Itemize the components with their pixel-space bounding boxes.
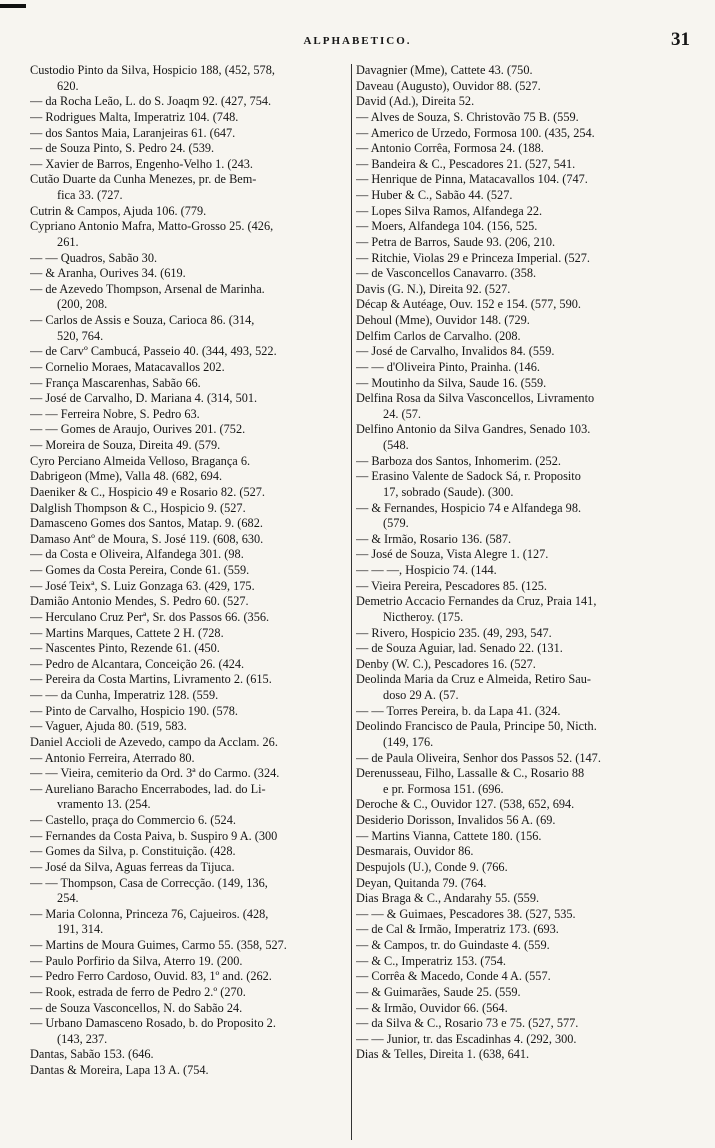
directory-line: — Ritchie, Violas 29 e Princeza Imperial. (527.	[356, 250, 590, 265]
directory-line: Custodio Pinto da Silva, Hospicio 188, (452, 578,	[30, 63, 275, 77]
directory-line: 24. (57.	[383, 406, 421, 421]
directory-line: — Rook, estrada de ferro de Pedro 2.º (270.	[30, 984, 246, 999]
directory-line: — Cornelio Moraes, Matacavallos 202.	[30, 359, 225, 374]
right-column	[356, 63, 695, 1063]
directory-line: — da Costa e Oliveira, Alfandega 301. (98.	[30, 547, 244, 562]
directory-line: — — Torres Pereira, b. da Lapa 41. (324.	[356, 703, 561, 718]
directory-line: — Petra de Barros, Saude 93. (206, 210.	[356, 234, 556, 249]
directory-line: 620.	[57, 78, 79, 93]
directory-line: 261.	[57, 234, 79, 249]
directory-line: vramento 13. (254.	[57, 797, 151, 812]
directory-line: (149, 176.	[383, 734, 434, 749]
directory-line: — Nascentes Pinto, Rezende 61. (450.	[30, 641, 220, 656]
directory-line: — Antonio Ferreira, Aterrado 80.	[30, 750, 195, 765]
directory-line: — de Souza Pinto, S. Pedro 24. (539.	[30, 141, 215, 156]
directory-line: — Rivero, Hospicio 235. (49, 293, 547.	[356, 625, 552, 640]
directory-line: — Herculano Cruz Perª, Sr. dos Passos 66. (356.	[30, 609, 270, 624]
directory-line: Despujols (U.), Conde 9. (766.	[356, 859, 508, 874]
directory-line: 191, 314.	[57, 922, 104, 937]
directory-line: — José da Silva, Aguas ferreas da Tijuca.	[30, 859, 235, 874]
directory-line: fica 33. (727.	[57, 188, 123, 202]
directory-line: Cypriano Antonio Mafra, Matto-Grosso 25. (426,	[30, 219, 274, 234]
directory-line: — de Carvº Cambucá, Passeio 40. (344, 493, 522.	[30, 344, 277, 359]
directory-line: — de Vasconcellos Canavarro. (358.	[356, 266, 537, 281]
directory-line: 254.	[57, 891, 79, 906]
directory-line: — — da Cunha, Imperatriz 128. (559.	[30, 688, 219, 702]
directory-line: — Moreira de Souza, Direita 49. (579.	[30, 438, 221, 452]
directory-line: — Xavier de Barros, Engenho-Velho 1. (243.	[30, 156, 253, 171]
directory-line: — Moutinho da Silva, Saude 16. (559.	[356, 375, 547, 390]
directory-line: — Pedro de Alcantara, Conceição 26. (424.	[30, 656, 245, 671]
directory-line: Nictheroy. (175.	[383, 609, 464, 624]
directory-line: David (Ad.), Direita 52.	[356, 94, 475, 109]
directory-line: 17, sobrado (Saude). (300.	[383, 484, 514, 499]
directory-line: — Vaguer, Ajuda 80. (519, 583.	[30, 719, 187, 734]
directory-line: Cutrin & Campos, Ajuda 106. (779.	[30, 203, 207, 218]
directory-line: Dalglish Thompson & C., Hospicio 9. (527.	[30, 500, 246, 515]
directory-line: — — & Guimaes, Pescadores 38. (527, 535.	[356, 906, 576, 921]
directory-line: 520, 764.	[57, 328, 104, 343]
directory-line: — & Campos, tr. do Guindaste 4. (559.	[356, 938, 550, 952]
directory-line: — — —, Hospicio 74. (144.	[356, 563, 497, 577]
directory-line: — — Gomes de Araujo, Ourives 201. (752.	[30, 422, 246, 437]
directory-line: Dias & Telles, Direita 1. (638, 641.	[356, 1047, 530, 1062]
directory-line: — — Vieira, cemiterio da Ord. 3ª do Carmo. (324.	[30, 766, 280, 781]
directory-line: — Moers, Alfandega 104. (156, 525.	[356, 219, 538, 234]
directory-line: — Gomes da Silva, p. Constituição. (428.	[30, 844, 236, 859]
directory-line: Dias Braga & C., Andarahy 55. (559.	[356, 891, 540, 906]
directory-line: — Huber & C., Sabão 44. (527.	[356, 188, 513, 202]
page-number: 31	[671, 29, 690, 50]
directory-line: — Paulo Porfirio da Silva, Aterro 19. (200.	[30, 953, 243, 968]
directory-line: — — d'Oliveira Pinto, Prainha. (146.	[356, 359, 540, 374]
directory-line: — dos Santos Maia, Laranjeiras 61. (647.	[30, 125, 236, 140]
directory-line: (579.	[383, 516, 409, 531]
page-header	[0, 29, 715, 53]
directory-line: — Castello, praça do Commercio 6. (524.	[30, 813, 236, 827]
directory-line: — — Junior, tr. das Escadinhas 4. (292, 300.	[356, 1031, 577, 1046]
scan-edge-mark	[0, 4, 26, 8]
directory-line: — da Rocha Leão, L. do S. Joaqm 92. (427, 754.	[30, 94, 272, 109]
directory-line: Décap & Autéage, Ouv. 152 e 154. (577, 590.	[356, 297, 581, 312]
directory-line: — França Mascarenhas, Sabão 66.	[30, 375, 201, 390]
directory-line: Daniel Accioli de Azevedo, campo da Acclam. 26.	[30, 734, 278, 749]
directory-line: Denby (W. C.), Pescadores 16. (527.	[356, 656, 536, 671]
directory-line: Deroche & C., Ouvidor 127. (538, 652, 694.	[356, 797, 575, 812]
directory-line: Deyan, Quitanda 79. (764.	[356, 875, 487, 890]
directory-line: — de Souza Aguiar, lad. Senado 22. (131.	[356, 641, 563, 656]
left-column	[30, 63, 350, 1079]
directory-line: doso 29 A. (57.	[383, 688, 459, 702]
directory-line: — Martins Marques, Cattete 2 H. (728.	[30, 625, 224, 640]
directory-line: Damaso Antº de Moura, S. José 119. (608, 630.	[30, 531, 264, 546]
directory-line: — Urbano Damasceno Rosado, b. do Proposito 2.	[30, 1016, 276, 1031]
directory-line: Desiderio Dorisson, Invalidos 56 A. (69.	[356, 813, 556, 827]
directory-line: — José de Souza, Vista Alegre 1. (127.	[356, 547, 549, 562]
directory-line: Deolindo Francisco de Paula, Principe 50, Nicth.	[356, 719, 597, 734]
directory-line: Dabrigeon (Mme), Valla 48. (682, 694.	[30, 469, 223, 484]
directory-line: Daeniker & C., Hospicio 49 e Rosario 82. (527.	[30, 484, 265, 499]
directory-line: — Fernandes da Costa Paiva, b. Suspiro 9 A. (300	[30, 828, 278, 843]
directory-line: — Barboza dos Santos, Inhomerim. (252.	[356, 453, 561, 468]
directory-line: — Maria Colonna, Princeza 76, Cajueiros. (428,	[30, 906, 269, 921]
directory-line: — & Aranha, Ourives 34. (619.	[30, 266, 186, 281]
directory-line: — Corrêa & Macedo, Conde 4 A. (557.	[356, 969, 551, 984]
directory-line: — Gomes da Costa Pereira, Conde 61. (559.	[30, 563, 250, 577]
column-divider	[351, 64, 352, 1140]
directory-line: Damião Antonio Mendes, S. Pedro 60. (527.	[30, 594, 249, 609]
directory-line: — & Irmão, Rosario 136. (587.	[356, 531, 512, 546]
directory-line: — Lopes Silva Ramos, Alfandega 22.	[356, 203, 543, 218]
directory-line: — de Azevedo Thompson, Arsenal de Marinha.	[30, 281, 265, 296]
directory-line: — José de Carvalho, Invalidos 84. (559.	[356, 344, 555, 359]
directory-line: — de Souza Vasconcellos, N. do Sabão 24.	[30, 1000, 243, 1015]
directory-line: — Bandeira & C., Pescadores 21. (527, 541.	[356, 156, 576, 171]
directory-line: Demetrio Accacio Fernandes da Cruz, Praia 141,	[356, 594, 597, 609]
directory-line: — da Silva & C., Rosario 73 e 75. (527, 577.	[356, 1016, 579, 1031]
directory-line: — Aureliano Baracho Encerrabodes, lad. do Li-	[30, 781, 266, 796]
directory-line: — & Guimarães, Saude 25. (559.	[356, 984, 521, 999]
directory-line: Dantas, Sabão 153. (646.	[30, 1047, 154, 1062]
directory-line: Daveau (Augusto), Ouvidor 88. (527.	[356, 78, 541, 93]
directory-line: — Antonio Corrêa, Formosa 24. (188.	[356, 141, 544, 156]
directory-line: Delfim Carlos de Carvalho. (208.	[356, 328, 521, 343]
directory-line: — José Teixª, S. Luiz Gonzaga 63. (429, 175.	[30, 578, 255, 593]
directory-line: Dantas & Moreira, Lapa 13 A. (754.	[30, 1063, 209, 1077]
directory-line: — — Ferreira Nobre, S. Pedro 63.	[30, 406, 200, 421]
directory-line: Desmarais, Ouvidor 86.	[356, 844, 474, 859]
directory-line: Deolinda Maria da Cruz e Almeida, Retiro Sau-	[356, 672, 591, 687]
directory-line: Derenusseau, Filho, Lassalle & C., Rosario 88	[356, 766, 585, 781]
directory-line: — Pereira da Costa Martins, Livramento 2. (615.	[30, 672, 272, 687]
directory-line: Cyro Perciano Almeida Velloso, Bragança 6.	[30, 453, 251, 468]
directory-line: — — Quadros, Sabão 30.	[30, 250, 158, 265]
directory-line: e pr. Formosa 151. (696.	[383, 781, 504, 796]
directory-line: — Henrique de Pinna, Matacavallos 104. (747.	[356, 172, 588, 187]
directory-line: — Rodrigues Malta, Imperatriz 104. (748.	[30, 109, 239, 124]
directory-line: — & C., Imperatriz 153. (754.	[356, 953, 506, 968]
running-head: ALPHABETICO.	[303, 35, 412, 47]
directory-line: (200, 208.	[57, 297, 108, 312]
directory-line: — Pedro Ferro Cardoso, Ouvid. 83, 1º and. (262.	[30, 969, 272, 984]
directory-line: — Martins Vianna, Cattete 180. (156.	[356, 828, 542, 843]
directory-line: — Erasino Valente de Sadock Sá, r. Proposito	[356, 469, 581, 484]
directory-line: Cutão Duarte da Cunha Menezes, pr. de Bem-	[30, 172, 257, 187]
directory-line: — & Fernandes, Hospicio 74 e Alfandega 98.	[356, 500, 582, 515]
directory-line: — — Thompson, Casa de Correcção. (149, 136,	[30, 875, 268, 890]
directory-line: Davis (G. N.), Direita 92. (527.	[356, 281, 511, 296]
directory-line: (143, 237.	[57, 1031, 108, 1046]
directory-line: — José de Carvalho, D. Mariana 4. (314, 501.	[30, 391, 258, 406]
directory-line: Davagnier (Mme), Cattete 43. (750.	[356, 63, 533, 77]
directory-line: — Alves de Souza, S. Christovão 75 B. (559.	[356, 109, 579, 124]
directory-line: Dehoul (Mme), Ouvidor 148. (729.	[356, 313, 530, 327]
directory-line: Damasceno Gomes dos Santos, Matap. 9. (682.	[30, 516, 263, 531]
directory-line: — & Irmão, Ouvidor 66. (564.	[356, 1000, 508, 1015]
directory-line: — Carlos de Assis e Souza, Carioca 86. (314,	[30, 313, 255, 327]
directory-line: — Americo de Urzedo, Formosa 100. (435, 254.	[356, 125, 595, 140]
directory-line: (548.	[383, 438, 409, 452]
directory-line: Delfina Rosa da Silva Vasconcellos, Livramento	[356, 391, 595, 406]
directory-line: — de Cal & Irmão, Imperatriz 173. (693.	[356, 922, 559, 937]
directory-line: — de Paula Oliveira, Senhor dos Passos 52. (147.	[356, 750, 601, 765]
directory-line: — Martins de Moura Guimes, Carmo 55. (358, 527.	[30, 938, 287, 952]
directory-line: — Pinto de Carvalho, Hospicio 190. (578.	[30, 703, 239, 718]
directory-line: — Vieira Pereira, Pescadores 85. (125.	[356, 578, 547, 593]
directory-line: Delfino Antonio da Silva Gandres, Senado 103.	[356, 422, 591, 437]
